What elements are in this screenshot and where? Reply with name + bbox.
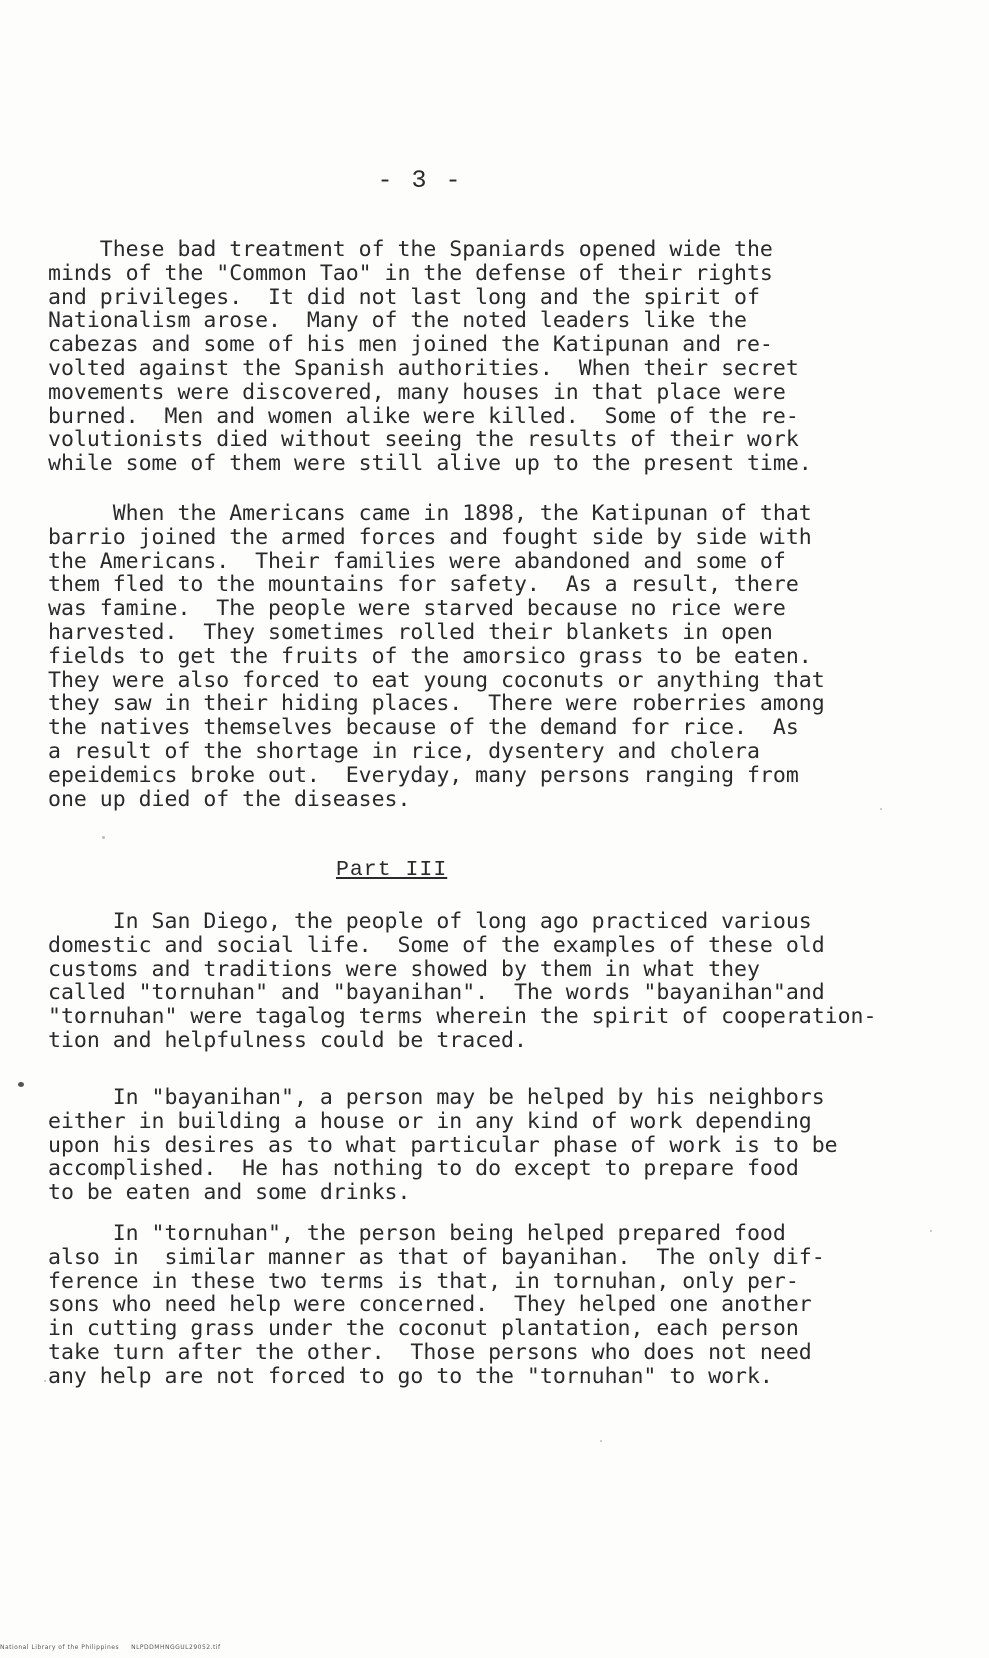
scan-speck bbox=[44, 1380, 46, 1382]
text-line: the Americans. Their families were abandoned and some of bbox=[48, 548, 786, 574]
paragraph-5 bbox=[48, 1222, 928, 1389]
text-line: epeidemics broke out. Everyday, many persons ranging from bbox=[48, 762, 799, 788]
text-line: In "tornuhan", the person being helped prepared food bbox=[48, 1221, 786, 1246]
text-line: sons who need help were concerned. They helped one another bbox=[48, 1292, 812, 1318]
page-number: - 3 - bbox=[377, 166, 463, 195]
text-line: movements were discovered, many houses in that place were bbox=[48, 379, 786, 405]
text-line: take turn after the other. Those persons who does not need bbox=[48, 1339, 812, 1365]
text-line: fields to get the fruits of the amorsico grass to be eaten. bbox=[48, 643, 812, 669]
scan-speck bbox=[880, 808, 882, 810]
text-line: harvested. They sometimes rolled their blankets in open bbox=[48, 619, 773, 645]
text-line: also in similar manner as that of bayanihan. The only dif- bbox=[48, 1244, 825, 1270]
text-line: domestic and social life. Some of the examples of these old bbox=[48, 932, 825, 958]
scan-speck bbox=[18, 1082, 24, 1087]
text-line: cabezas and some of his men joined the Katipunan and re- bbox=[48, 332, 773, 358]
text-line: These bad treatment of the Spaniards opened wide the bbox=[48, 237, 773, 262]
text-line: In San Diego, the people of long ago practiced various bbox=[48, 909, 812, 934]
text-line: any help are not forced to go to the "tornuhan" to work. bbox=[48, 1363, 773, 1389]
text-line: minds of the "Common Tao" in the defense of their rights bbox=[48, 260, 773, 286]
text-line: the natives themselves because of the demand for rice. As bbox=[48, 715, 799, 741]
text-line: either in building a house or in any kind of work depending bbox=[48, 1108, 812, 1134]
text-line: In "bayanihan", a person may be helped by his neighbors bbox=[48, 1085, 825, 1110]
text-line: a result of the shortage in rice, dysentery and cholera bbox=[48, 738, 760, 764]
paragraph-4 bbox=[48, 1086, 928, 1205]
text-line: tion and helpfulness could be traced. bbox=[48, 1027, 527, 1053]
paragraph-1 bbox=[48, 238, 928, 476]
scan-footer: National Library of the Philippines NLPDDMHNGGUL29052.tif bbox=[0, 1644, 221, 1651]
text-line: accomplished. He has nothing to do except to prepare food bbox=[48, 1156, 799, 1182]
text-line: volutionists died without seeing the results of their work bbox=[48, 427, 799, 453]
text-line: to be eaten and some drinks. bbox=[48, 1180, 411, 1206]
text-line: Nationalism arose. Many of the noted leaders like the bbox=[48, 308, 747, 334]
text-line: When the Americans came in 1898, the Katipunan of that bbox=[48, 501, 812, 526]
scan-speck bbox=[930, 1230, 932, 1232]
text-line: in cutting grass under the coconut plantation, each person bbox=[48, 1316, 799, 1342]
paragraph-2 bbox=[48, 502, 928, 811]
text-line: one up died of the diseases. bbox=[48, 786, 411, 812]
text-line: was famine. The people were starved because no rice were bbox=[48, 596, 786, 622]
text-line: volted against the Spanish authorities. When their secret bbox=[48, 355, 799, 381]
text-line: and privileges. It did not last long and the spirit of bbox=[48, 284, 760, 310]
text-line: "tornuhan" were tagalog terms wherein the spirit of cooperation- bbox=[48, 1004, 877, 1030]
scan-speck bbox=[600, 1440, 602, 1442]
text-line: they saw in their hiding places. There were roberries among bbox=[48, 691, 825, 717]
text-line: called "tornuhan" and "bayanihan". The words "bayanihan"and bbox=[48, 980, 825, 1006]
text-line: barrio joined the armed forces and fought side by side with bbox=[48, 524, 812, 550]
text-line: ference in these two terms is that, in tornuhan, only per- bbox=[48, 1268, 799, 1294]
text-line: them fled to the mountains for safety. As a result, there bbox=[48, 572, 799, 598]
text-line: while some of them were still alive up to the present time. bbox=[48, 451, 812, 477]
scan-speck bbox=[102, 836, 105, 839]
part-heading: Part III bbox=[336, 858, 448, 882]
paragraph-3 bbox=[48, 910, 928, 1053]
text-line: customs and traditions were showed by them in what they bbox=[48, 956, 760, 982]
text-line: burned. Men and women alike were killed. Some of the re- bbox=[48, 403, 799, 429]
text-line: They were also forced to eat young coconuts or anything that bbox=[48, 667, 825, 693]
text-line: upon his desires as to what particular phase of work is to be bbox=[48, 1132, 838, 1158]
